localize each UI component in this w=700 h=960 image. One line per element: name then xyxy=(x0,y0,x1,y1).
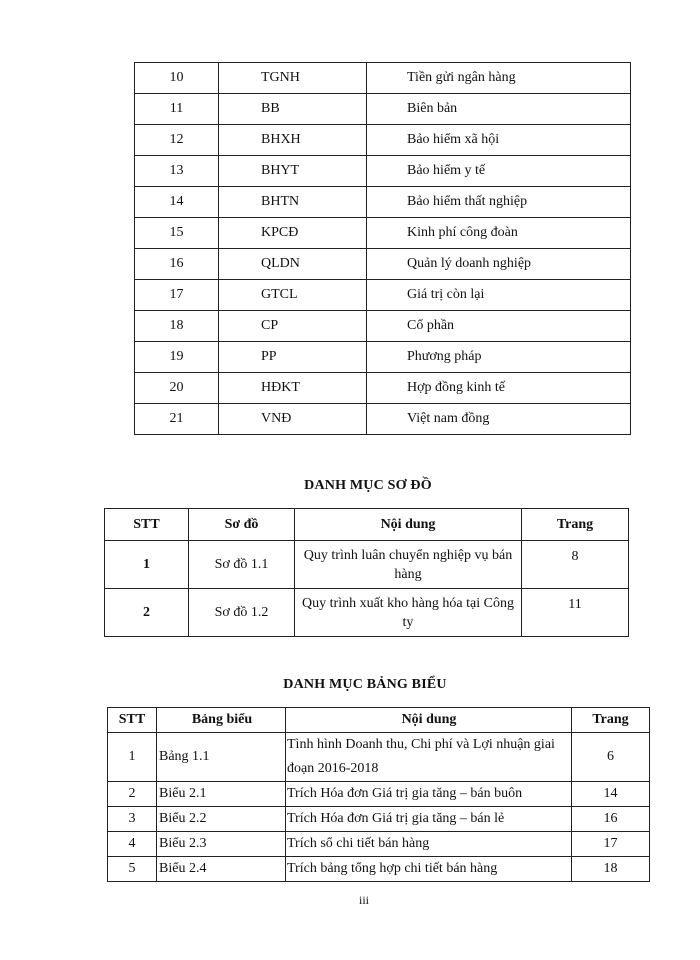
column-header: Nội dung xyxy=(286,708,572,733)
table-row: 10 TGNH Tiền gửi ngân hàng xyxy=(135,63,631,94)
table-row: 14 BHTN Bảo hiểm thất nghiệp xyxy=(135,187,631,218)
table-row: 12 BHXH Bảo hiểm xã hội xyxy=(135,125,631,156)
column-header: STT xyxy=(105,509,189,541)
diagram-list-table xyxy=(104,508,629,637)
table-header-row xyxy=(108,708,650,733)
table-row: 2 Biểu 2.1 Trích Hóa đơn Giá trị gia tăng – bán buôn 14 xyxy=(108,782,650,807)
table-row: 21 VNĐ Việt nam đồng xyxy=(135,404,631,435)
table-row: 11 BB Biên bản xyxy=(135,94,631,125)
table-row: 13 BHYT Bảo hiểm y tế xyxy=(135,156,631,187)
column-header: Nội dung xyxy=(295,509,522,541)
table-row: 5 Biểu 2.4 Trích bảng tổng hợp chi tiết bán hàng 18 xyxy=(108,857,650,882)
column-header: Trang xyxy=(572,708,650,733)
table-row: 1 Bảng 1.1 Tình hình Doanh thu, Chi phí và Lợi nhuận giai đoạn 2016-2018 6 xyxy=(108,733,650,782)
table-row: 2 Sơ đồ 1.2 Quy trình xuất kho hàng hóa tại Công ty 11 xyxy=(105,589,629,637)
table-list-table xyxy=(107,707,650,882)
table-row: 4 Biểu 2.3 Trích sổ chi tiết bán hàng 17 xyxy=(108,832,650,857)
column-header: Bảng biểu xyxy=(157,708,286,733)
table-list-title: DANH MỤC BẢNG BIỂU xyxy=(283,677,447,692)
column-header: Sơ đồ xyxy=(189,509,295,541)
table-row: 15 KPCĐ Kinh phí công đoàn xyxy=(135,218,631,249)
diagram-list-title: DANH MỤC SƠ ĐỒ xyxy=(304,478,432,493)
table-row: 18 CP Cổ phần xyxy=(135,311,631,342)
table-row: 20 HĐKT Hợp đồng kinh tế xyxy=(135,373,631,404)
abbreviation-table xyxy=(134,62,631,435)
column-header: Trang xyxy=(522,509,629,541)
table-row: 1 Sơ đồ 1.1 Quy trình luân chuyển nghiệp vụ bán hàng 8 xyxy=(105,541,629,589)
table-row: 3 Biểu 2.2 Trích Hóa đơn Giá trị gia tăng – bán lẻ 16 xyxy=(108,807,650,832)
table-row: 16 QLDN Quản lý doanh nghiệp xyxy=(135,249,631,280)
column-header: STT xyxy=(108,708,157,733)
table-row: 19 PP Phương pháp xyxy=(135,342,631,373)
page-number: iii xyxy=(358,893,369,907)
table-row: 17 GTCL Giá trị còn lại xyxy=(135,280,631,311)
table-header-row xyxy=(105,509,629,541)
